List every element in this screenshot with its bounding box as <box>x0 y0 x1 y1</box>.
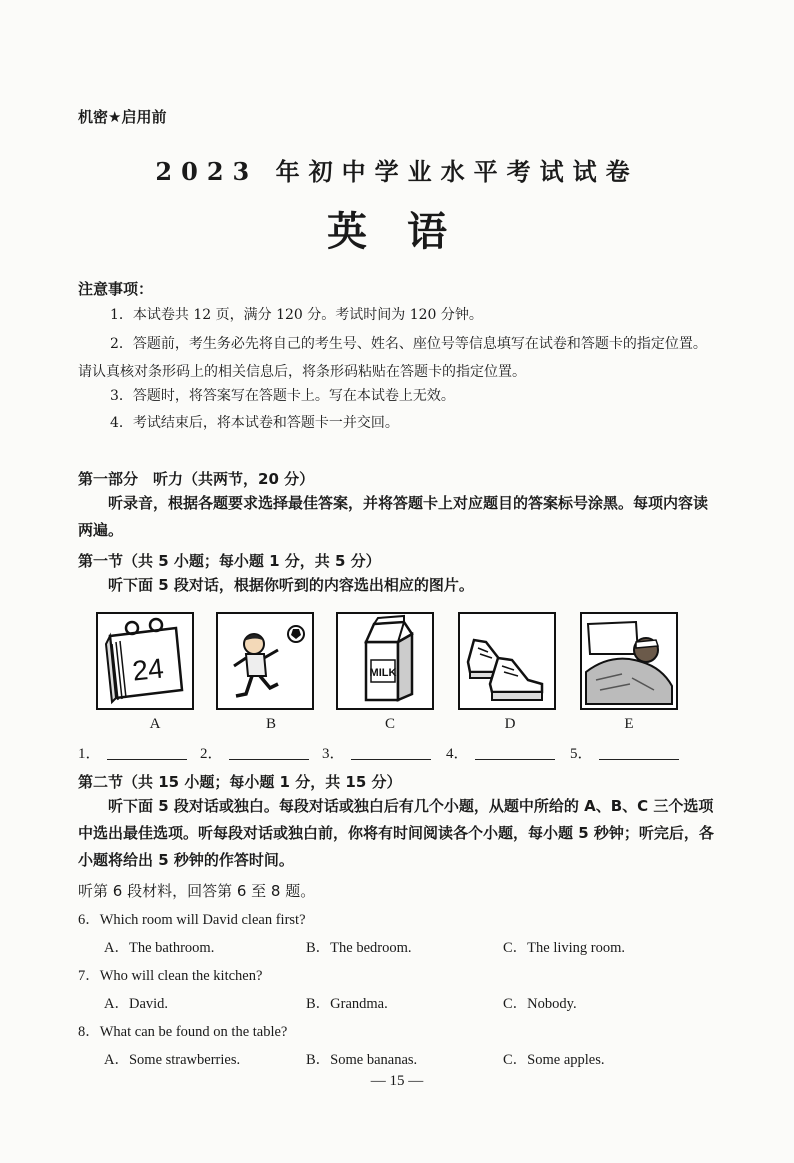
picture-label: D <box>504 716 516 732</box>
answer-blank-4[interactable] <box>446 742 555 763</box>
picture-label: A <box>149 716 161 732</box>
sick-in-bed-icon <box>582 614 676 708</box>
boy-playing-soccer-icon <box>218 614 312 708</box>
q6-option-c[interactable]: C．The living room. <box>503 940 626 956</box>
svg-text:24: 24 <box>130 652 166 687</box>
blank-line <box>475 745 555 760</box>
part1-heading: 第一部分 听力（共两节，20 分） <box>78 470 315 488</box>
blank-line <box>229 745 309 760</box>
q6-option-a[interactable]: A．The bathroom. <box>104 940 215 956</box>
section2-instruction: 听下面 5 段对话或独白。每段对话或独白后有几个小题，从题中所给的 A、B、C 三个选项中选出最佳选项。听每段对话或独白前，你将有时间阅读各个小题，每小题 5 秒钟；听完后，各小题将给出 5 秒钟的作答时间。 <box>78 797 714 869</box>
q8-option-b[interactable]: B．Some bananas. <box>306 1052 418 1068</box>
picture-label: C <box>384 716 395 732</box>
milk-carton-icon <box>338 614 432 708</box>
answer-blank-2[interactable] <box>200 742 309 763</box>
notice-heading: 注意事项： <box>78 280 154 298</box>
q6-option-b[interactable]: B．The bedroom. <box>306 940 412 956</box>
page-number: — 15 — <box>370 1073 424 1089</box>
blank-line <box>599 745 679 760</box>
subject-title: 英语 <box>327 208 487 255</box>
picture-d <box>458 612 556 710</box>
svg-text:MILK: MILK <box>369 667 397 679</box>
question-7: 7．Who will clean the kitchen? <box>78 968 263 984</box>
answer-blank-3[interactable] <box>322 742 431 763</box>
answer-blank-1[interactable] <box>78 742 187 763</box>
confidential-mark: 机密★启用前 <box>78 108 167 126</box>
question-8: 8．What can be found on the table? <box>78 1024 288 1040</box>
section1-heading: 第一节（共 5 小题；每小题 1 分，共 5 分） <box>78 552 381 570</box>
q8-option-c[interactable]: C．Some apples. <box>503 1052 605 1068</box>
picture-e <box>580 612 678 710</box>
notice-item-4: 4．考试结束后，将本试卷和答题卡一并交回。 <box>110 415 399 431</box>
blank-number: 2． <box>200 746 223 762</box>
picture-c <box>336 612 434 710</box>
notice-item-1: 1．本试卷共 12 页，满分 120 分。考试时间为 120 分钟。 <box>110 307 483 323</box>
calendar-icon <box>98 614 192 708</box>
picture-b <box>216 612 314 710</box>
notice-item-3: 3．答题时，将答案写在答题卡上。写在本试卷上无效。 <box>110 388 455 404</box>
section2-heading: 第二节（共 15 小题；每小题 1 分，共 15 分） <box>78 773 402 791</box>
material-note: 听第 6 段材料，回答第 6 至 8 题。 <box>78 882 316 900</box>
notice-item-2: 2．答题前，考生务必先将自己的考生号、姓名、座位号等信息填写在试卷和答题卡的指定位置。请认真核对条形码上的相关信息后，将条形码粘贴在答题卡的指定位置。 <box>78 336 707 380</box>
picture-label: E <box>624 716 634 732</box>
picture-label: B <box>265 716 276 732</box>
blank-number: 1． <box>78 746 101 762</box>
q7-option-a[interactable]: A．David. <box>104 996 169 1012</box>
blank-number: 4． <box>446 746 469 762</box>
section1-instruction: 听下面 5 段对话，根据你听到的内容选出相应的图片。 <box>108 576 474 594</box>
q8-option-a[interactable]: A．Some strawberries. <box>104 1052 241 1068</box>
answer-blank-5[interactable] <box>570 742 679 763</box>
blank-line <box>107 745 187 760</box>
picture-a <box>96 612 194 710</box>
q7-option-b[interactable]: B．Grandma. <box>306 996 388 1012</box>
part1-instruction: 听录音，根据各题要求选择最佳答案，并将答题卡上对应题目的答案标号涂黑。每项内容读两遍。 <box>78 494 709 539</box>
blank-line <box>351 745 431 760</box>
question-6: 6．Which room will David clean first? <box>78 912 306 928</box>
blank-number: 3． <box>322 746 345 762</box>
blank-number: 5． <box>570 746 593 762</box>
exam-title: 2023 年初中学业水平考试试卷 <box>155 157 639 186</box>
sneakers-icon <box>460 614 554 708</box>
q7-option-c[interactable]: C．Nobody. <box>503 996 577 1012</box>
